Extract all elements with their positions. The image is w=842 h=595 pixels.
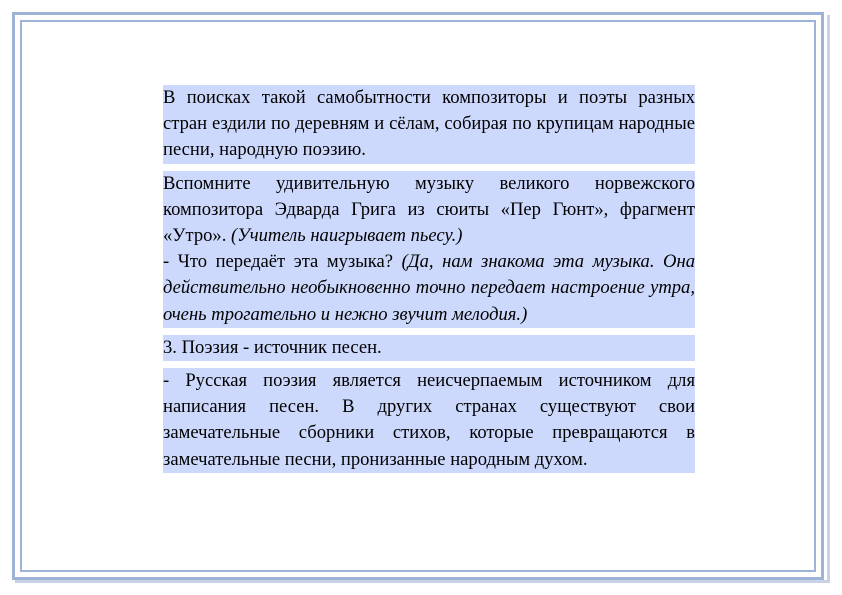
paragraph-gap — [163, 361, 695, 368]
paragraph-grieg — [163, 171, 695, 250]
paragraph-question — [163, 249, 695, 328]
section-heading: 3. Поэзия - источник песен. — [163, 335, 695, 361]
paragraph-grieg-text: Вспомните удивительную музыку великого норвежского композитора Эдварда Грига из сюиты «Пер Гюнт», фрагмент «Утро». — [163, 172, 695, 247]
paragraph-question-answer: (Да, нам знакома эта музыка. Она действительно необыкновенно точно передает настроение утра, очень трогательно и нежно звучит мелодия.) — [163, 251, 695, 325]
paragraph-intro: В поисках такой самобытности композиторы и поэты разных стран ездили по деревням и сёлам, собирая по крупицам народные песни, народную поэзию. — [163, 85, 695, 164]
paragraph-gap — [163, 164, 695, 171]
paragraph-poetry: - Русская поэзия является неисчерпаемым источником для написания песен. В других странах существуют свои замечательные сборники стихов, которые превращаются в замечательные песни, пронизанные народным духом. — [163, 368, 695, 473]
frame-shadow-right — [827, 15, 830, 583]
text-block — [163, 85, 695, 473]
paragraph-gap — [163, 328, 695, 335]
paragraph-question-text: - Что передаёт эта музыка? — [163, 251, 402, 273]
frame-shadow-bottom — [15, 580, 830, 583]
paragraph-grieg-remark: (Учитель наигрывает пьесу.) — [231, 225, 463, 247]
